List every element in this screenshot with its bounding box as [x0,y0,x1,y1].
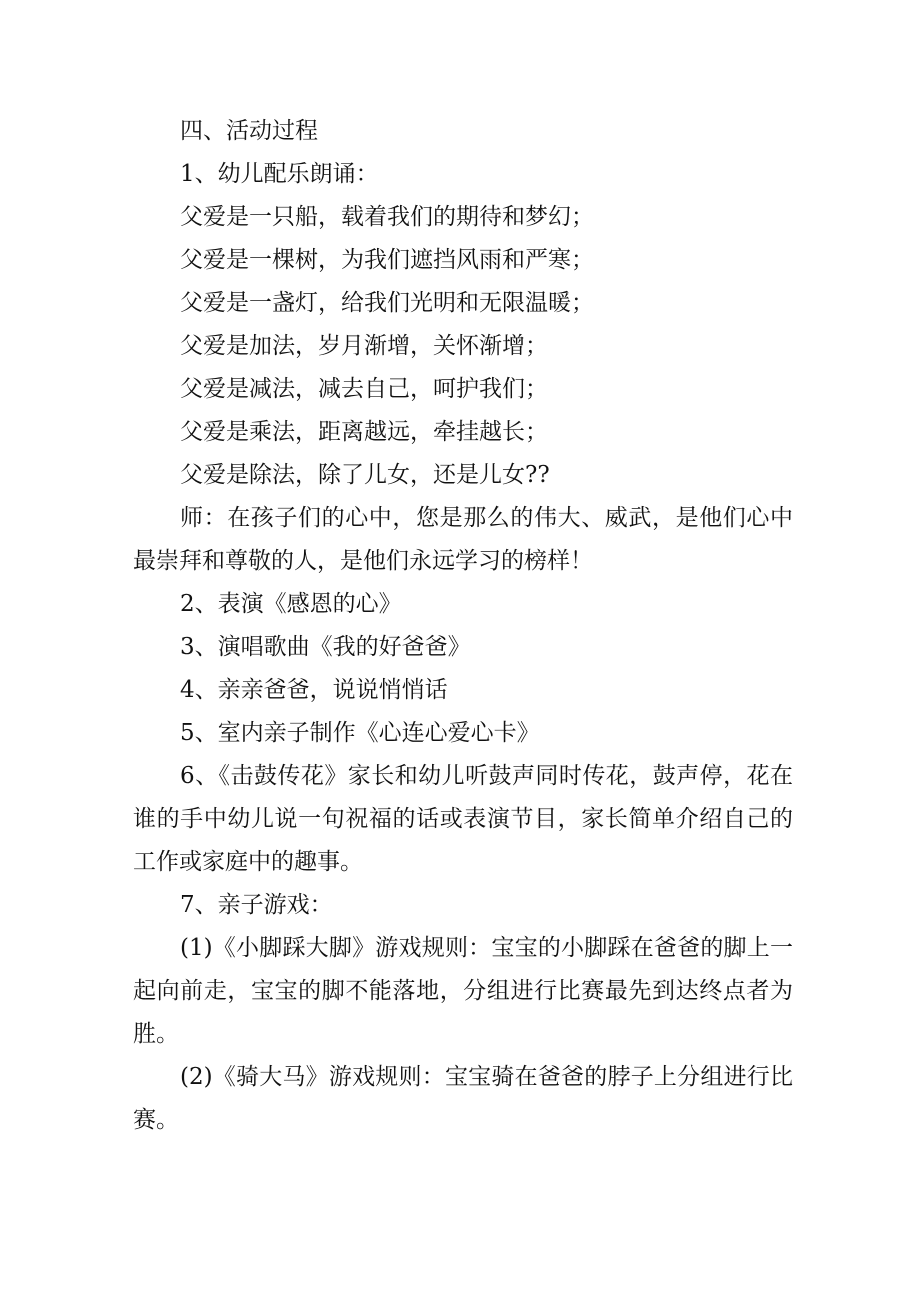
item7-title: 7、亲子游戏： [180,892,333,918]
game2-paragraph [133,1056,793,1142]
item5: 5、室内亲子制作《心连心爱心卡》 [180,720,540,746]
poem-line: 父爱是加法，岁月渐增，关怀渐增； [180,333,548,359]
poem-line: 父爱是一只船，载着我们的期待和梦幻； [180,204,594,230]
poem-line: 父爱是一盏灯，给我们光明和无限温暖； [180,290,594,316]
poem-line: 父爱是乘法，距离越远，牵挂越长； [180,419,548,445]
document-body [133,110,793,1142]
poem-line: 父爱是一棵树，为我们遮挡风雨和严寒； [180,247,594,273]
item6-paragraph [133,755,793,884]
game2-line-1: (2)《骑大马》游戏规则：宝宝骑在爸爸的脖子上分组进行比 [180,1064,793,1090]
poem-line: 父爱是减法，减去自己，呵护我们； [180,376,548,402]
game1-line-1: (1)《小脚踩大脚》游戏规则：宝宝的小脚踩在爸爸的脚上一 [180,935,793,961]
item1-title: 1、幼儿配乐朗诵： [180,161,379,187]
item2: 2、表演《感恩的心》 [180,591,402,617]
game2-line-2: 赛。 [133,1107,179,1133]
teacher-line-2: 最崇拜和尊敬的人，是他们永远学习的榜样！ [133,548,593,574]
item4: 4、亲亲爸爸，说说悄悄话 [180,677,448,703]
item6-line-1: 6、《击鼓传花》家长和幼儿听鼓声同时传花，鼓声停，花在 [180,763,793,789]
teacher-line-1: 师：在孩子们的心中，您是那么的伟大、威武，是他们心中 [180,505,793,531]
game1-line-2: 起向前走，宝宝的脚不能落地，分组进行比赛最先到达终点者为 [133,978,793,1004]
item6-line-3: 工作或家庭中的趣事。 [133,849,363,875]
game1-paragraph [133,927,793,1056]
poem-line: 父爱是除法，除了儿女，还是儿女?? [180,462,550,488]
section-title: 四、活动过程 [180,118,318,144]
game1-line-3: 胜。 [133,1021,179,1047]
item3: 3、演唱歌曲《我的好爸爸》 [180,634,471,660]
teacher-paragraph [133,497,793,583]
item6-line-2: 谁的手中幼儿说一句祝福的话或表演节目，家长简单介绍自己的 [133,806,793,832]
